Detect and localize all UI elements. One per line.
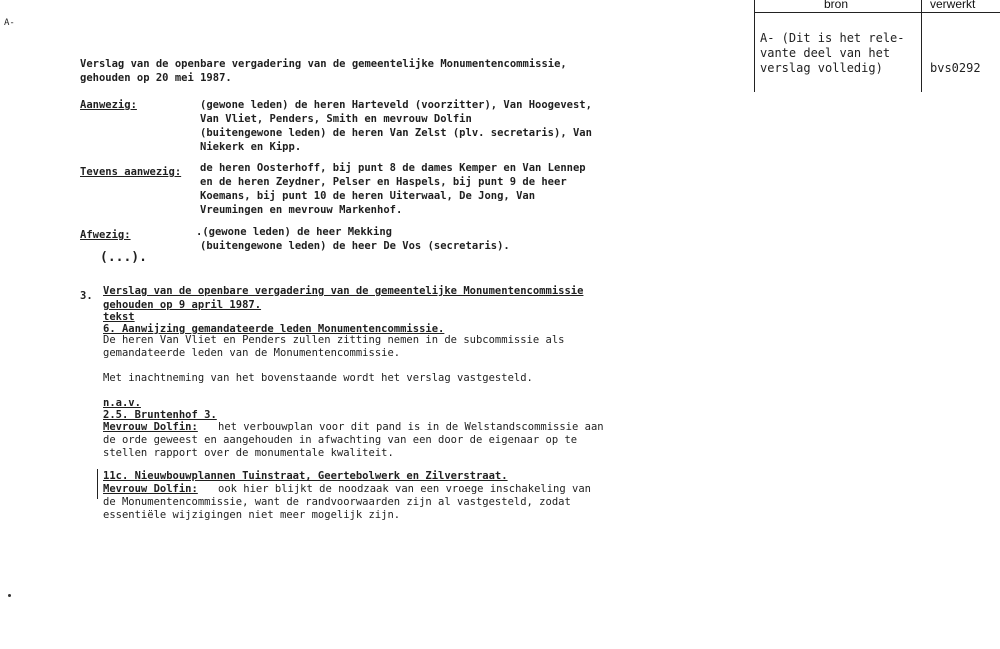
dolfin-statement-line: ook hier blijkt de noodzaak van een vroege inschakeling van — [218, 483, 591, 495]
dolfin-statement-line: de orde geweest en aangehouden in afwachting van een door de eigenaar op te — [103, 434, 578, 446]
dolfin-statement-line: de Monumentencommissie, want de randvoorwaarden zijn al vastgesteld, zodat — [103, 496, 571, 508]
table-mid-border — [921, 0, 922, 92]
item-number: 3. — [80, 290, 93, 302]
dolfin-statement-line: stellen rapport over de monumentale kwaliteit. — [103, 447, 394, 459]
aanwezig-line: (gewone leden) de heren Harteveld (voorzitter), Van Hoogevest, — [200, 99, 592, 111]
aanwezig-line: (buitengewone leden) de heren Van Zelst (plv. secretaris), Van — [200, 127, 592, 139]
item-title-line: Verslag van de openbare vergadering van de gemeentelijke Monumentencommissie — [103, 285, 584, 297]
item-title-line: gehouden op 9 april 1987. — [103, 299, 262, 311]
dolfin-label: Mevrouw Dolfin: — [103, 483, 198, 495]
stray-dot — [8, 594, 11, 597]
verwerkt-value: bvs0292 — [930, 61, 981, 75]
aanwezig-label: Aanwezig: — [80, 99, 137, 111]
tevens-line: Koemans, bij punt 10 de heren Uiterwaal, De Jong, Van — [200, 190, 536, 202]
tevens-label: Tevens aanwezig: — [80, 166, 182, 178]
tekst-label: tekst — [103, 311, 135, 323]
afwezig-line: (buitengewone leden) de heer De Vos (secretaris). — [200, 240, 510, 252]
vastgesteld-line: Met inachtneming van het bovenstaande wordt het verslag vastgesteld. — [103, 372, 533, 384]
nav-label: n.a.v. — [103, 397, 141, 409]
corner-mark: A- — [4, 18, 15, 28]
tevens-line: Vreumingen en mevrouw Markenhof. — [200, 204, 403, 216]
tevens-line: de heren Oosterhoff, bij punt 8 de dames Kemper en Van Lennep — [200, 162, 586, 174]
bron-line: verslag volledig) — [760, 61, 883, 75]
subitem-6-line: gemandateerde leden van de Monumentencommissie. — [103, 347, 401, 359]
afwezig-line: .(gewone leden) de heer Mekking — [196, 226, 392, 238]
tevens-line: en de heren Zeydner, Pelser en Haspels, bij punt 9 de heer — [200, 176, 567, 188]
subitem-11c-heading: 11c. Nieuwbouwplannen Tuinstraat, Geertebolwerk en Zilverstraat. — [103, 470, 508, 482]
aanwezig-line: Niekerk en Kipp. — [200, 141, 302, 153]
margin-bracket — [97, 469, 98, 499]
column-header-verwerkt: verwerkt — [930, 0, 976, 11]
subitem-6-line: De heren Van Vliet en Penders zullen zitting nemen in de subcommissie als — [103, 334, 565, 346]
document-title-line: gehouden op 20 mei 1987. — [80, 72, 232, 84]
subitem-25-heading: 2.5. Bruntenhof 3. — [103, 409, 217, 421]
dolfin-statement-line: essentiële wijzigingen niet meer mogelijk zijn. — [103, 509, 401, 521]
bron-line: A- (Dit is het rele- — [760, 31, 905, 45]
omission-marker: (...). — [100, 250, 147, 265]
aanwezig-line: Van Vliet, Penders, Smith en mevrouw Dolfin — [200, 113, 472, 125]
dolfin-statement-line: het verbouwplan voor dit pand is in de Welstandscommissie aan — [218, 421, 604, 433]
dolfin-label: Mevrouw Dolfin: — [103, 421, 198, 433]
table-left-border — [754, 0, 755, 92]
afwezig-label: Afwezig: — [80, 229, 131, 241]
source-table — [754, 0, 1000, 92]
bron-line: vante deel van het — [760, 46, 891, 60]
table-header-rule — [754, 12, 1000, 13]
document-title-line: Verslag van de openbare vergadering van de gemeentelijke Monumentencommissie, — [80, 58, 567, 70]
subitem-6-heading: 6. Aanwijzing gemandateerde leden Monumentencommissie. — [103, 323, 445, 335]
column-header-bron: bron — [824, 0, 849, 11]
